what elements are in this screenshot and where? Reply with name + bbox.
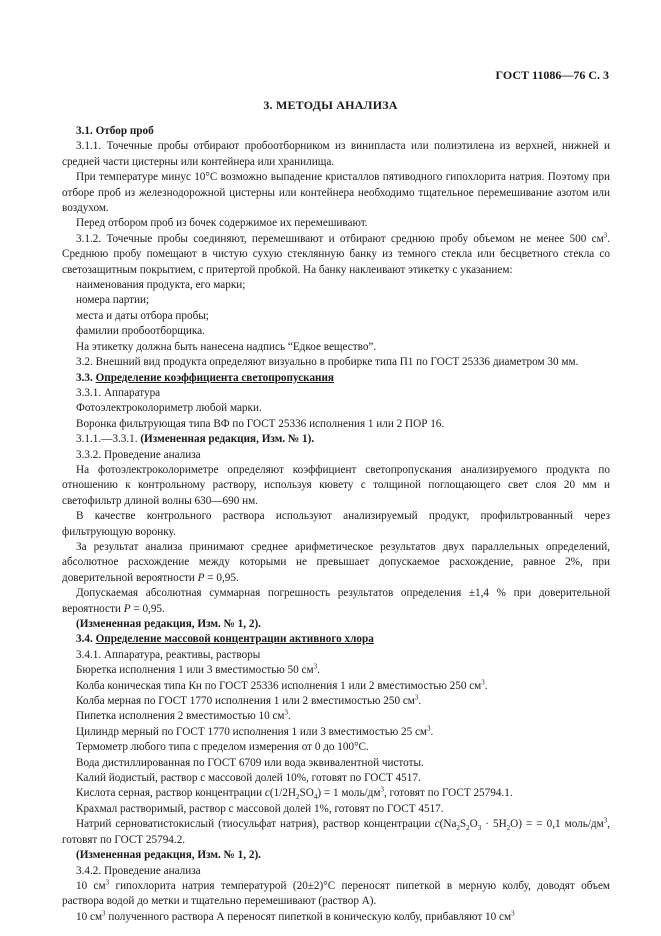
list-item: места и даты отбора пробы; — [76, 309, 209, 322]
heading-3-3: 3.3. Определение коэффициента светопропускания — [76, 371, 334, 384]
para-3-3-2-c: За результат анализа принимают среднее арифметическое результатов двух параллельных определений, абсолютное расхождение между которыми не превышает допускаемое расхождение, равное 2%, при доверительной вероятности P = 0,95. — [62, 540, 610, 584]
reagent-item: Цилиндр мерный по ГОСТ 1770 исполнения 1 или 3 вместимостью 25 $см^3$. — [76, 724, 434, 738]
heading-3-4: 3.4. Определение массовой концентрации активного хлора — [76, 633, 374, 646]
reagent-item: Термометр любого типа с пределом измерения от 0 до 100°С. — [76, 741, 369, 754]
list-item: номера партии; — [76, 294, 150, 307]
document-body — [62, 124, 610, 925]
para-3-4-2: 3.4.2. Проведение анализа — [76, 864, 201, 877]
para-3-1-1-b: При температуре минус 10°С возможно выпадение кристаллов пятиводного гипохлорита натрия. Поэтому при отборе проб из железнодорожной цистерны или контейнера необходимо тщательное перемешивание азотом или воздухом. — [62, 171, 610, 215]
reagent-item: Кислота серная, раствор концентрации $c(1/2H_2SO_4) = 1$ моль/$дм^3$, готовят по ГОСТ 25794.1. — [76, 785, 513, 802]
amendment-note-2: (Измененная редакция, Изм. № 1, 2). — [76, 618, 261, 630]
para-3-3-2-a: На фотоэлектроколориметре определяют коэффициент светопропускания анализируемого продукта по отношению к контрольному раствору, используя кювету с толщиной поглощающего свет слоя 20 мм и светофильтр длиной волны 630—690 нм. — [62, 463, 610, 507]
para-3-3-2-d: Допускаемая абсолютная суммарная погрешность результатов определения ±1,4 % при доверительной вероятности P = 0,95. — [62, 587, 610, 615]
para-3-3-2-b: В качестве контрольного раствора используют анализируемый продукт, профильтрованный через фильтрующую воронку. — [62, 510, 610, 538]
para-3-3-1-a: Фотоэлектроколориметр любой марки. — [76, 402, 262, 415]
para-3-4-2-b: 10 $см^3$ полученного раствора А переносят пипеткой в коническую колбу, прибавляют 10 $см^3$ — [76, 908, 515, 923]
reagent-item: Вода дистиллированная по ГОСТ 6709 или вода эквивалентной чистоты. — [76, 756, 424, 769]
reagent-item: Крахмал растворимый, раствор с массовой долей 1%, готовят по ГОСТ 4517. — [76, 802, 444, 815]
reagent-item: Колба коническая типа Кн по ГОСТ 25336 исполнения 1 или 2 вместимостью 250 $см^3$. — [76, 677, 488, 692]
para-label: На этикетку должна быть нанесена надпись “Едкое вещество”. — [76, 340, 377, 353]
list-item: наименования продукта, его марки; — [76, 279, 246, 292]
section-title: 3. МЕТОДЫ АНАЛИЗА — [263, 98, 398, 112]
para-3-3-2: 3.3.2. Проведение анализа — [76, 448, 201, 461]
reagent-item: Бюретка исполнения 1 или 3 вместимостью 50 $см^3$. — [76, 662, 320, 677]
para-3-4-1: 3.4.1. Аппаратура, реактивы, растворы — [76, 648, 261, 661]
page-header: ГОСТ 11086—76 С. 3 — [495, 68, 609, 82]
amendment-note-3: (Измененная редакция, Изм. № 1, 2). — [76, 849, 261, 862]
para-3-4-2-a: 10 $см^3$ гипохлорита натрия температурой (20±2)°С переносят пипеткой в мерную колбу, доводят объем раствора водой до метки и тщательно перемешивают (раствор А). — [62, 878, 610, 908]
para-3-1-1: 3.1.1. Точечные пробы отбирают пробоотборником из винипласта или полиэтилена из верхней, нижней и средней части цистерны или контейнера или хранилища. — [62, 140, 610, 168]
reagent-item: Калий йодистый, раствор с массовой долей 10%, готовят по ГОСТ 4517. — [76, 772, 421, 785]
heading-3-1: 3.1. Отбор проб — [76, 125, 154, 137]
para-3-2: 3.2. Внешний вид продукта определяют визуально в пробирке типа П1 по ГОСТ 25336 диаметром 30 мм. — [76, 356, 579, 369]
para-3-1-2: 3.1.2. Точечные пробы соединяют, перемешивают и отбирают среднюю пробу объемом не менее 500 $см^3$. Среднюю пробу помещают в чистую сухую стеклянную банку из темного стекла или бесцветного стекла со светозащитным покрытием, с притертой пробкой. На банку наклеивают этикетку с указанием: — [62, 231, 610, 276]
reagent-item: Натрий серноватистокислый (тиосульфат натрия), раствор концентрации $c(Na_2S_2O_3 \cdot 5H_2O)$ = = 0,1 моль/$дм^3$, готовят по ГОСТ 25794.2. — [62, 816, 610, 846]
para-3-3-1: 3.3.1. Аппаратура — [76, 386, 161, 399]
list-item: фамилии пробоотборщика. — [76, 325, 205, 338]
reagent-item: Колба мерная по ГОСТ 1770 исполнения 1 или 2 вместимостью 250 $см^3$. — [76, 693, 422, 708]
reagent-item: Пипетка исполнения 2 вместимостью 10 $см^3$. — [76, 708, 291, 723]
para-3-1-1-c: Перед отбором проб из бочек содержимое их перемешивают. — [76, 217, 368, 230]
para-3-3-1-b: Воронка фильтрующая типа ВФ по ГОСТ 25336 исполнения 1 или 2 ПОР 16. — [76, 417, 445, 430]
amendment-note-1: 3.1.1.—3.3.1. (Измененная редакция, Изм. № 1). — [76, 433, 315, 446]
